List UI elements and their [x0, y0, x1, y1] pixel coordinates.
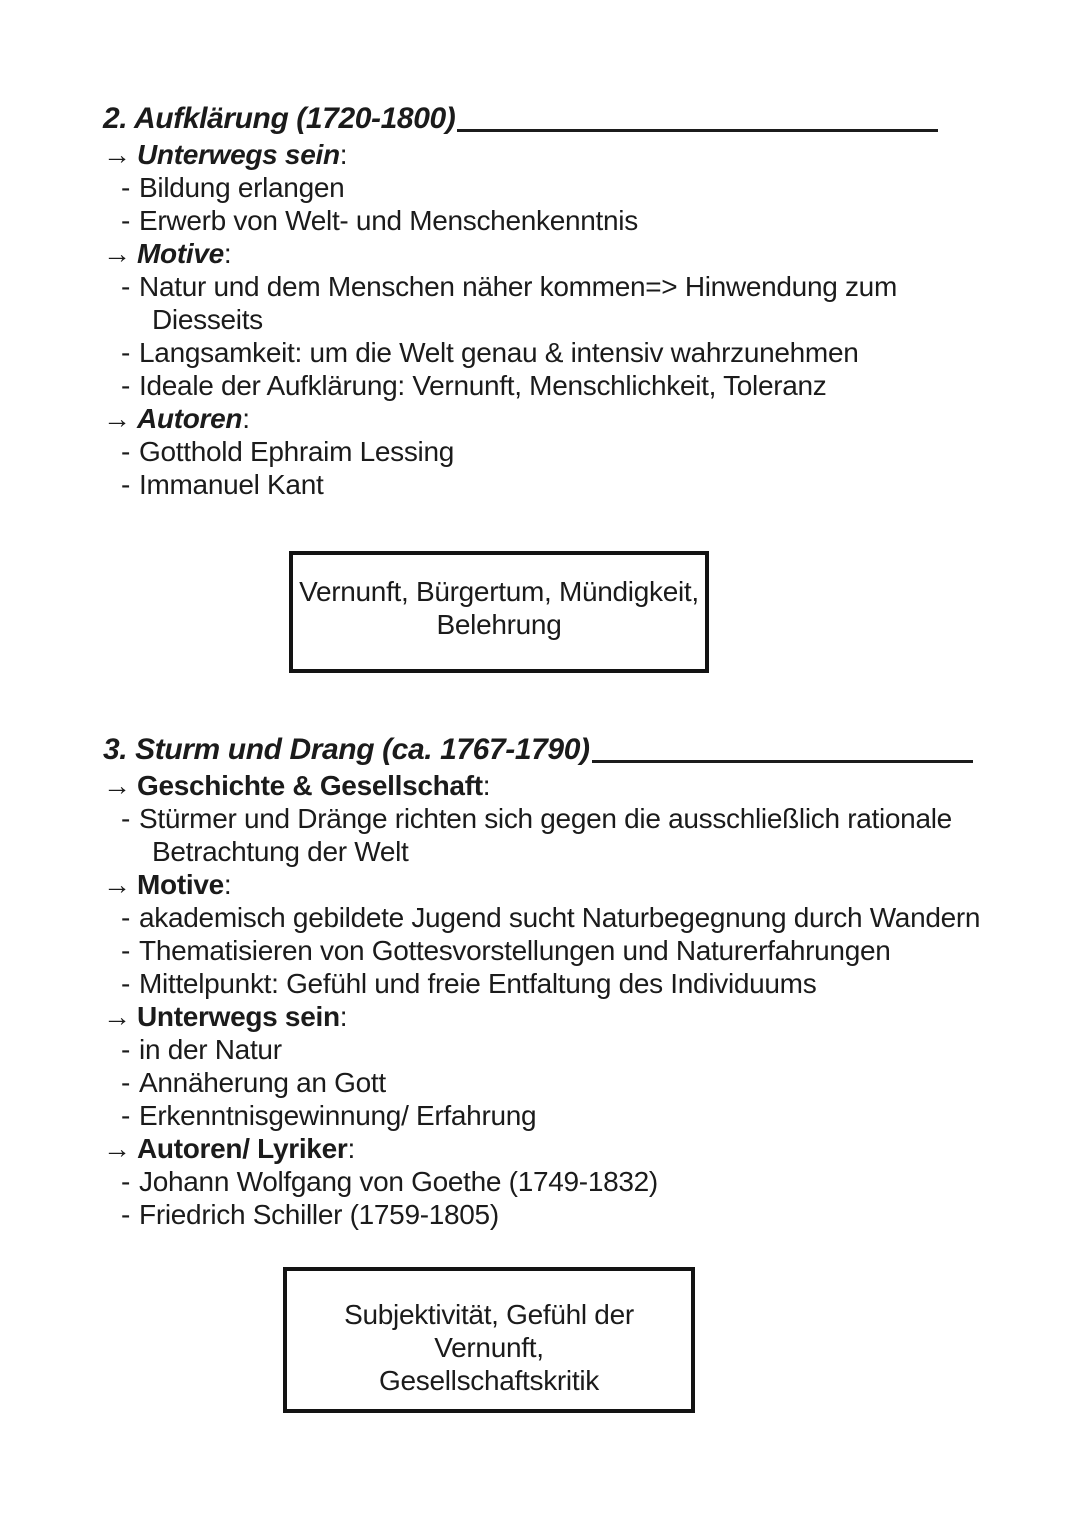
dash-text: Erwerb von Welt- und Menschenkenntnis — [139, 205, 638, 236]
keywords-line: Gesellschaftskritik — [379, 1365, 599, 1396]
dash-item — [103, 901, 1080, 934]
dash-text: akademisch gebildete Jugend sucht Naturbegegnung durch Wandern — [139, 902, 981, 933]
dash-glyph: - — [121, 1034, 131, 1065]
bullet-colon: : — [347, 1133, 355, 1164]
dash-glyph: - — [121, 172, 131, 203]
dash-glyph: - — [121, 370, 131, 401]
bullet-autoren — [103, 402, 1080, 435]
arrow-icon: → — [103, 1001, 131, 1032]
keywords-box-aufklaerung — [289, 551, 709, 673]
bullet-autoren-lyriker — [103, 1132, 1080, 1165]
dash-item — [103, 1099, 1080, 1132]
bullet-unterwegs-sein — [103, 1000, 1080, 1033]
dash-text: Johann Wolfgang von Goethe (1749-1832) — [139, 1166, 658, 1197]
dash-text: Bildung erlangen — [139, 172, 345, 203]
section-heading — [103, 100, 1080, 138]
dash-item — [103, 934, 1080, 967]
dash-text: Gotthold Ephraim Lessing — [139, 436, 455, 467]
dash-text: Natur und dem Menschen näher kommen=> Hinwendung zum — [139, 271, 897, 302]
dash-glyph: - — [121, 436, 131, 467]
dash-glyph: - — [121, 469, 131, 500]
dash-glyph: - — [121, 902, 131, 933]
bullet-geschichte-gesellschaft — [103, 769, 1080, 802]
section-title: 3. Sturm und Drang (ca. 1767-1790) — [103, 733, 590, 766]
dash-glyph: - — [121, 968, 131, 999]
dash-text: Annäherung an Gott — [139, 1067, 386, 1098]
bullet-motive — [103, 237, 1080, 270]
dash-glyph: - — [121, 337, 131, 368]
keywords-line: Vernunft, Bürgertum, Mündigkeit, — [299, 576, 699, 607]
dash-glyph: - — [121, 1067, 131, 1098]
section-sturm-und-drang — [103, 731, 1080, 1413]
arrow-icon: → — [103, 403, 131, 434]
arrow-icon: → — [103, 238, 131, 269]
dash-item — [103, 1066, 1080, 1099]
dash-text: Erkenntnisgewinnung/ Erfahrung — [139, 1100, 537, 1131]
dash-item-continuation — [103, 303, 1080, 336]
bullet-motive — [103, 868, 1080, 901]
heading-underline — [457, 129, 938, 132]
dash-item — [103, 369, 1080, 402]
dash-glyph: - — [121, 803, 131, 834]
dash-item — [103, 967, 1080, 1000]
dash-text: Ideale der Aufklärung: Vernunft, Menschlichkeit, Toleranz — [139, 370, 827, 401]
section-heading — [103, 731, 1080, 769]
bullet-label: Autoren/ Lyriker — [137, 1133, 348, 1164]
bullet-label: Autoren — [137, 403, 243, 434]
arrow-icon: → — [103, 1133, 131, 1164]
dash-text: Stürmer und Dränge richten sich gegen die ausschließlich rationale — [139, 803, 952, 834]
dash-glyph: - — [121, 935, 131, 966]
bullet-unterwegs-sein — [103, 138, 1080, 171]
dash-item — [103, 802, 1080, 835]
bullet-label: Unterwegs sein — [137, 1001, 340, 1032]
dash-text: Diesseits — [152, 304, 263, 335]
section-aufklaerung — [103, 100, 1080, 673]
bullet-colon: : — [339, 1001, 348, 1032]
dash-item — [103, 1198, 1080, 1231]
dash-item — [103, 336, 1080, 369]
bullet-colon: : — [339, 139, 348, 170]
arrow-icon: → — [103, 139, 131, 170]
dash-text: Thematisieren von Gottesvorstellungen und Naturerfahrungen — [139, 935, 891, 966]
section-title: 2. Aufklärung (1720-1800) — [103, 102, 456, 135]
bullet-colon: : — [223, 238, 232, 269]
dash-glyph: - — [121, 205, 131, 236]
dash-item — [103, 1033, 1080, 1066]
dash-item — [103, 1165, 1080, 1198]
bullet-label: Geschichte & Gesellschaft — [137, 770, 483, 801]
dash-text: Mittelpunkt: Gefühl und freie Entfaltung des Individuums — [139, 968, 817, 999]
dash-text: Betrachtung der Welt — [152, 836, 409, 867]
bullet-colon: : — [242, 403, 250, 434]
arrow-icon: → — [103, 770, 131, 801]
dash-text: Friedrich Schiller (1759-1805) — [139, 1199, 499, 1230]
bullet-colon: : — [482, 770, 491, 801]
dash-text: Langsamkeit: um die Welt genau & intensiv wahrzunehmen — [139, 337, 859, 368]
dash-item — [103, 171, 1080, 204]
dash-glyph: - — [121, 271, 131, 302]
dash-item-continuation — [103, 835, 1080, 868]
keywords-box-sturm-und-drang — [283, 1267, 695, 1413]
dash-item — [103, 204, 1080, 237]
bullet-label: Motive — [137, 238, 224, 269]
dash-text: in der Natur — [139, 1034, 282, 1065]
dash-text: Immanuel Kant — [139, 469, 324, 500]
arrow-icon: → — [103, 869, 131, 900]
dash-glyph: - — [121, 1199, 131, 1230]
dash-item — [103, 435, 1080, 468]
dash-glyph: - — [121, 1166, 131, 1197]
dash-item — [103, 468, 1080, 501]
dash-item — [103, 270, 1080, 303]
keywords-line: Subjektivität, Gefühl der Vernunft, — [344, 1299, 634, 1363]
heading-underline — [592, 760, 973, 763]
keywords-line: Belehrung — [436, 609, 562, 640]
bullet-label: Motive — [137, 869, 224, 900]
bullet-colon: : — [223, 869, 232, 900]
bullet-label: Unterwegs sein — [137, 139, 340, 170]
dash-glyph: - — [121, 1100, 131, 1131]
